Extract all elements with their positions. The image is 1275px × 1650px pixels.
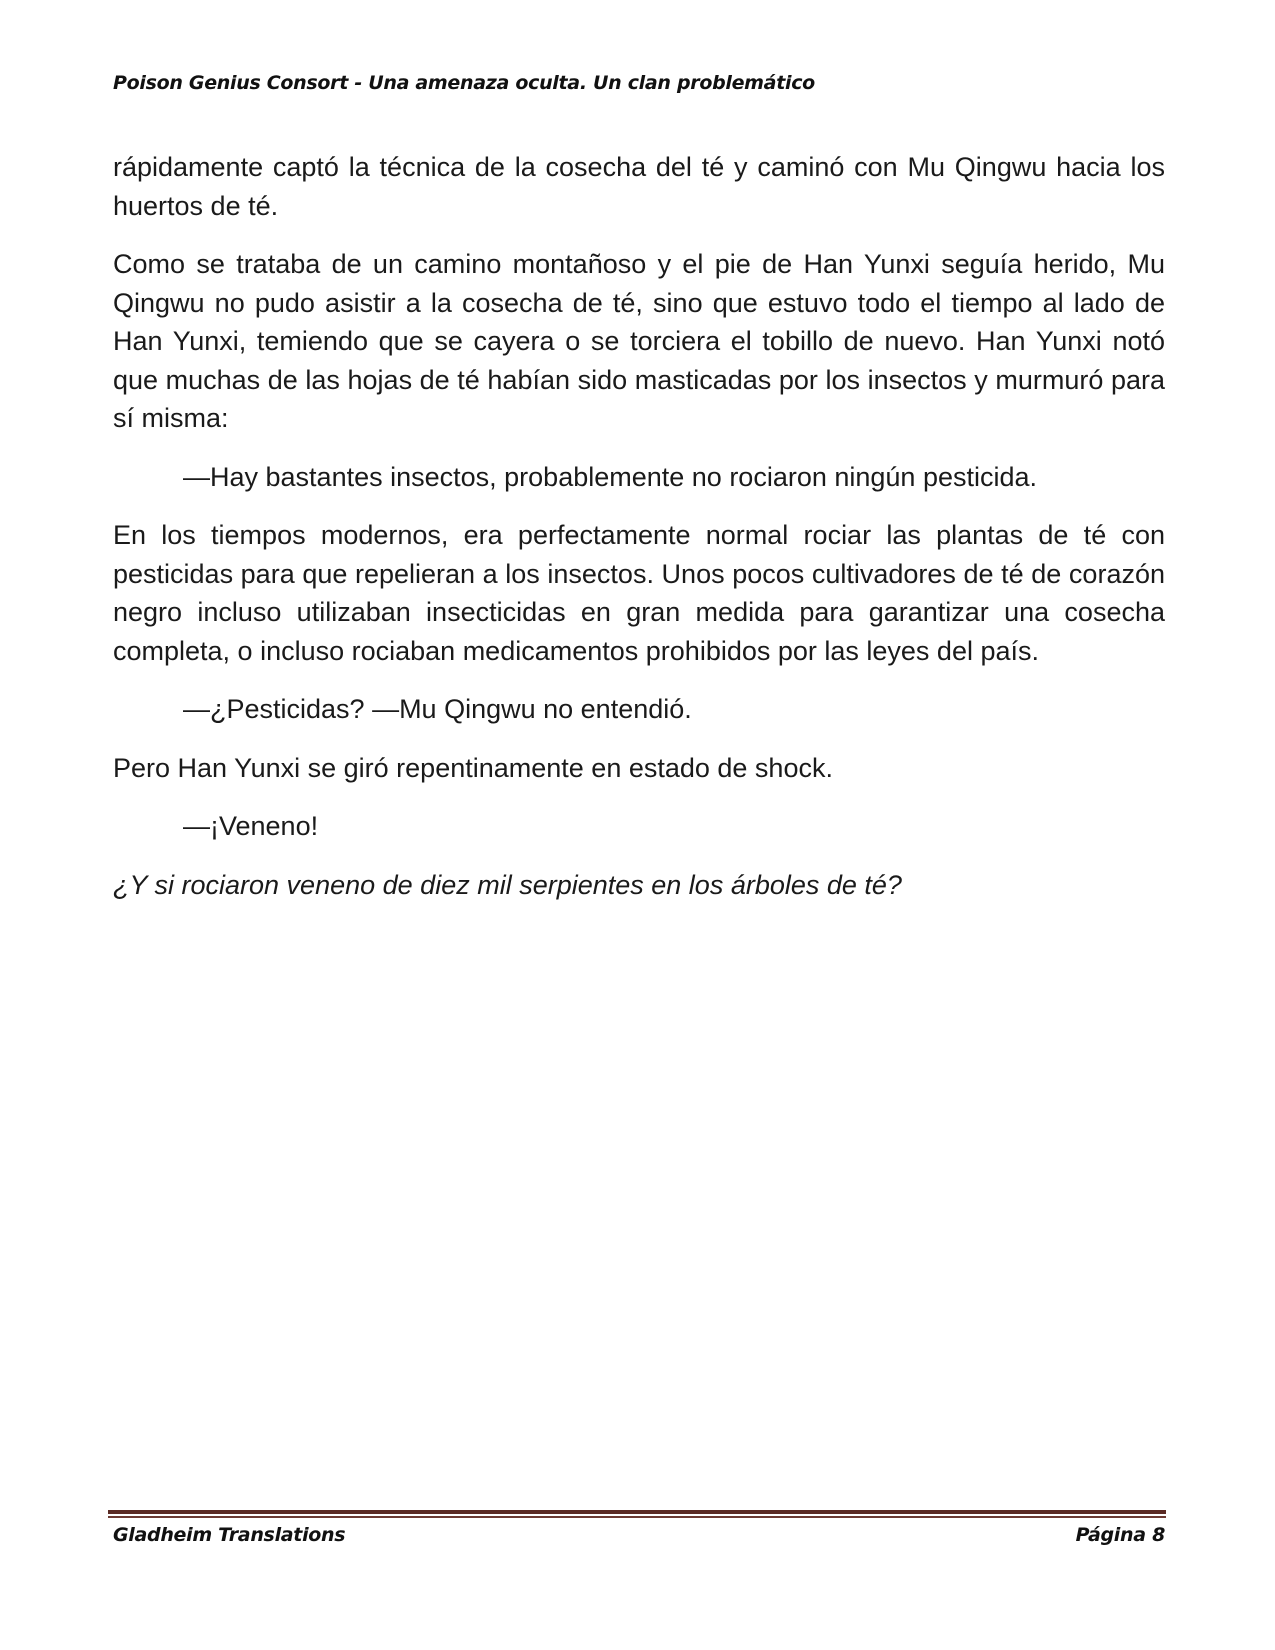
dialogue-line-2: —¿Pesticidas? —Mu Qingwu no entendió. [183,694,692,724]
document-title: Poison Genius Consort - Una amenaza oculta. Un clan problemático [113,72,815,94]
footer-divider [108,1510,1166,1518]
page-number: Página 8 [1075,1524,1165,1546]
paragraph-2: Como se trataba de un camino montañoso y el pie de Han Yunxi seguía herido, Mu Qingwu no pudo asistir a la cosecha de té, sino que estuvo todo el tiempo al lado de Han Yunxi, temiendo que se cayera o se torciera el tobillo de nuevo. Han Yunxi notó que muchas de las hojas de té habían sido masticadas por los insectos y murmuró para sí misma: [113,249,1165,433]
body-text [113,148,1165,924]
page-footer [113,1524,1165,1546]
page-header [113,72,1163,94]
footer-publisher: Gladheim Translations [113,1524,346,1546]
dialogue-line-3: —¡Veneno! [183,811,319,841]
footer-divider-thin [108,1516,1166,1518]
dialogue-line-1: —Hay bastantes insectos, probablemente no rociaron ningún pesticida. [183,461,1038,492]
paragraph-1: rápidamente captó la técnica de la cosecha del té y caminó con Mu Qingwu hacia los huertos de té. [113,152,1165,221]
paragraph-4: Pero Han Yunxi se giró repentinamente en estado de shock. [113,752,833,783]
paragraph-3: En los tiempos modernos, era perfectamente normal rociar las plantas de té con pesticidas para que repelieran a los insectos. Unos pocos cultivadores de té de corazón negro incluso utilizaban insecticidas en gran medida para garantizar una cosecha completa, o incluso rociaban medicamentos prohibidos por las leyes del país. [113,520,1165,666]
italic-thought: ¿Y si rociaron veneno de diez mil serpientes en los árboles de té? [113,869,902,900]
